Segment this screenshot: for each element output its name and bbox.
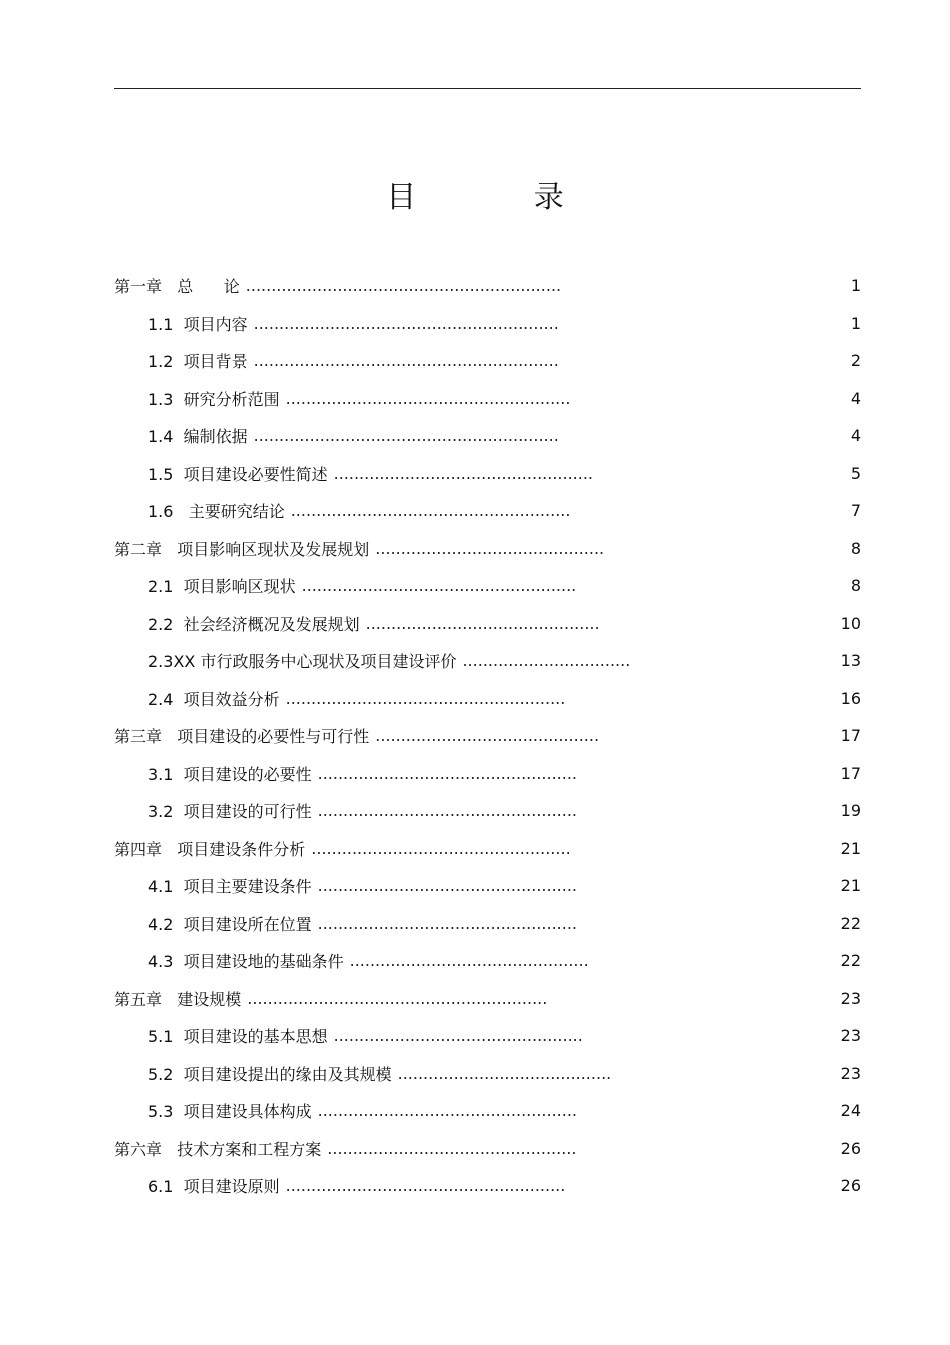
toc-dot-leader: ............................................................ — [253, 351, 559, 371]
toc-entry[interactable] — [114, 755, 861, 793]
toc-entry-label: 1.1 项目内容 — [148, 314, 248, 334]
toc-dot-leader: ................................................... — [317, 913, 578, 933]
toc-entry-label: 2.3XX 市行政服务中心现状及项目建设评价 — [148, 652, 457, 672]
toc-page-number: 7 — [850, 501, 861, 521]
toc-page-number: 8 — [850, 538, 861, 558]
toc-entry-label: 第二章 项目影响区现状及发展规划 — [114, 539, 370, 559]
toc-entry[interactable] — [114, 642, 861, 680]
toc-entry-label: 第四章 项目建设条件分析 — [114, 839, 306, 859]
toc-entry[interactable] — [114, 605, 861, 643]
toc-entry[interactable] — [114, 980, 861, 1018]
toc-dot-leader: ........................................................ — [285, 388, 571, 408]
toc-dot-leader: ................................................... — [333, 463, 594, 483]
toc-dot-leader: ....................................................... — [290, 501, 571, 521]
table-of-contents — [114, 267, 861, 1205]
toc-entry[interactable] — [114, 942, 861, 980]
toc-page-number: 23 — [840, 988, 861, 1008]
toc-entry[interactable] — [114, 830, 861, 868]
toc-page-number: 17 — [840, 726, 861, 746]
toc-dot-leader: ................................................. — [327, 1138, 577, 1158]
toc-page-number: 1 — [850, 276, 861, 296]
toc-page-number: 4 — [850, 426, 861, 446]
toc-entry[interactable] — [114, 905, 861, 943]
toc-entry[interactable] — [114, 342, 861, 380]
toc-entry-label: 4.1 项目主要建设条件 — [148, 877, 312, 897]
toc-page-number: 22 — [840, 951, 861, 971]
toc-entry[interactable] — [114, 1055, 861, 1093]
toc-dot-leader: ................................................... — [311, 838, 571, 858]
toc-entry-label: 2.1 项目影响区现状 — [148, 577, 296, 597]
toc-entry-label: 第一章 总 论 — [114, 277, 240, 297]
toc-page-number: 13 — [840, 651, 861, 671]
toc-page-number: 22 — [840, 913, 861, 933]
toc-page-number: 5 — [850, 463, 861, 483]
toc-entry-label: 5.3 项目建设具体构成 — [148, 1102, 312, 1122]
toc-entry[interactable] — [114, 1167, 861, 1205]
toc-entry-label: 2.2 社会经济概况及发展规划 — [148, 614, 360, 634]
toc-entry-label: 第六章 技术方案和工程方案 — [114, 1139, 322, 1159]
toc-dot-leader: ............................................................ — [253, 313, 559, 333]
toc-dot-leader: .............................................. — [365, 613, 600, 633]
toc-entry-label: 第五章 建设规模 — [114, 989, 242, 1009]
toc-dot-leader: ............................................ — [375, 726, 600, 746]
toc-page-number: 1 — [850, 313, 861, 333]
toc-entry-label: 2.4 项目效益分析 — [148, 689, 280, 709]
toc-dot-leader: ................................................... — [317, 763, 578, 783]
toc-dot-leader: ................................................... — [317, 876, 578, 896]
toc-page-number: 23 — [840, 1063, 861, 1083]
toc-dot-leader: ................................................... — [317, 1101, 578, 1121]
toc-entry-label: 1.4 编制依据 — [148, 427, 248, 447]
toc-entry[interactable] — [114, 1092, 861, 1130]
toc-page-number: 23 — [840, 1026, 861, 1046]
toc-dot-leader: ............................................. — [375, 538, 605, 558]
toc-entry-label: 5.2 项目建设提出的缘由及其规模 — [148, 1064, 392, 1084]
toc-entry[interactable] — [114, 455, 861, 493]
toc-dot-leader: ....................................................... — [285, 688, 566, 708]
toc-page-number: 19 — [840, 801, 861, 821]
toc-entry-label: 5.1 项目建设的基本思想 — [148, 1027, 328, 1047]
toc-entry[interactable] — [114, 680, 861, 718]
toc-entry[interactable] — [114, 380, 861, 418]
toc-entry-label: 1.2 项目背景 — [148, 352, 248, 372]
toc-page-number: 26 — [840, 1176, 861, 1196]
toc-entry[interactable] — [114, 567, 861, 605]
toc-entry[interactable] — [114, 267, 861, 305]
toc-entry-label: 第三章 项目建设的必要性与可行性 — [114, 727, 370, 747]
toc-dot-leader: ....................................................... — [285, 1176, 566, 1196]
toc-entry[interactable] — [114, 492, 861, 530]
toc-entry-label: 3.2 项目建设的可行性 — [148, 802, 312, 822]
toc-dot-leader: ................................. — [462, 651, 631, 671]
toc-entry[interactable] — [114, 1017, 861, 1055]
toc-page-number: 4 — [850, 388, 861, 408]
toc-entry[interactable] — [114, 1130, 861, 1168]
toc-dot-leader: ................................................... — [317, 801, 578, 821]
toc-entry[interactable] — [114, 792, 861, 830]
toc-entry-label: 4.2 项目建设所在位置 — [148, 914, 312, 934]
toc-page-number: 26 — [840, 1138, 861, 1158]
toc-page-number: 17 — [840, 763, 861, 783]
toc-entry[interactable] — [114, 717, 861, 755]
toc-page-number: 24 — [840, 1101, 861, 1121]
toc-page-number: 8 — [850, 576, 861, 596]
toc-entry-label: 1.6 主要研究结论 — [148, 502, 285, 522]
toc-dot-leader: ........................................................... — [247, 988, 548, 1008]
toc-dot-leader: ............................................... — [349, 951, 589, 971]
toc-page-number: 21 — [840, 876, 861, 896]
toc-page-number: 2 — [850, 351, 861, 371]
toc-page-number: 10 — [840, 613, 861, 633]
toc-entry-label: 1.5 项目建设必要性简述 — [148, 464, 328, 484]
header-rule — [114, 88, 861, 89]
toc-entry[interactable] — [114, 305, 861, 343]
toc-dot-leader: .............................................................. — [245, 276, 562, 296]
toc-page-number: 21 — [840, 838, 861, 858]
toc-entry[interactable] — [114, 417, 861, 455]
toc-entry-label: 4.3 项目建设地的基础条件 — [148, 952, 344, 972]
toc-dot-leader: ...................................................... — [301, 576, 577, 596]
toc-entry[interactable] — [114, 530, 861, 568]
toc-entry-label: 6.1 项目建设原则 — [148, 1177, 280, 1197]
toc-entry[interactable] — [114, 867, 861, 905]
toc-dot-leader: .......................................... — [397, 1063, 612, 1083]
toc-entry-label: 3.1 项目建设的必要性 — [148, 764, 312, 784]
page-title: 目 录 — [386, 180, 618, 215]
toc-dot-leader: ................................................. — [333, 1026, 583, 1046]
toc-dot-leader: ............................................................ — [253, 426, 559, 446]
toc-page-number: 16 — [840, 688, 861, 708]
toc-entry-label: 1.3 研究分析范围 — [148, 389, 280, 409]
